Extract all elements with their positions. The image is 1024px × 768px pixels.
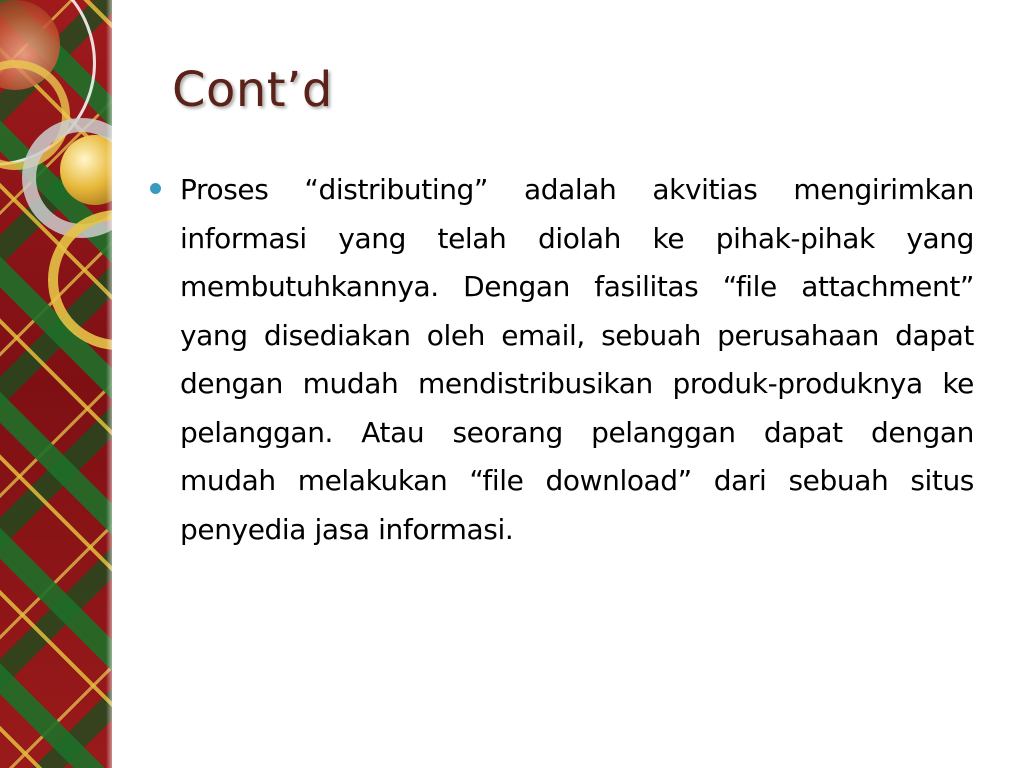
bullet-dot-icon [150,183,161,194]
tartan-decoration [0,0,112,768]
ornament-ring-icon [0,0,96,166]
ornament-gold-ring-large-icon [48,210,112,350]
ornament-silver-ring-icon [22,118,112,238]
bullet-item [150,166,974,554]
ornament-red-ball-icon [0,0,60,90]
ornament-gold-ring-icon [0,60,70,170]
bullet-list [150,166,974,554]
slide-title: Cont’d [172,62,333,118]
ornament-gold-ball-icon [60,135,112,205]
bullet-text: Proses “distributing” adalah akvitias mengirimkan informasi yang telah diolah ke pihak-pihak yang membutuhkannya. Dengan fasilitas “file attachment” yang disediakan oleh email, sebuah perusahaan dapat dengan mudah mendistribusikan produk-produknya ke pelanggan. Atau seorang pelanggan dapat dengan mudah melakukan “file download” dari sebuah situs penyedia jasa informasi. [180,173,974,546]
